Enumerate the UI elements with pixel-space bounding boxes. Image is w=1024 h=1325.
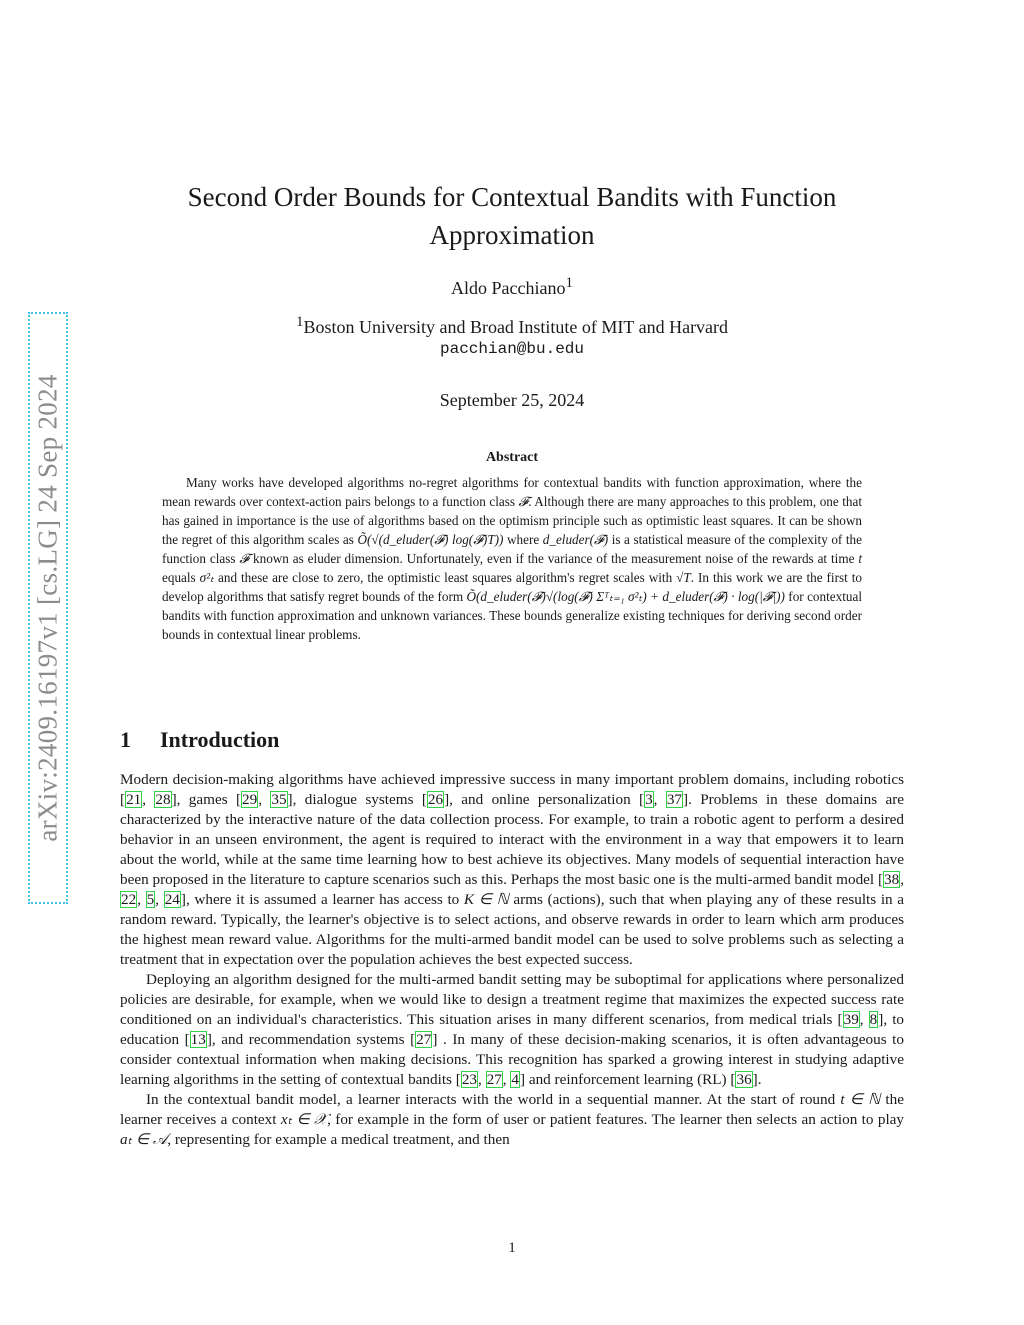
section-number: 1: [120, 727, 131, 752]
math-inline: d_eluder(𝓕): [542, 532, 609, 547]
abstract-heading: Abstract: [485, 450, 539, 465]
body-text: , representing for example a medical treatment, and then: [167, 1131, 510, 1148]
citation-link[interactable]: 8: [869, 1011, 878, 1028]
abstract-paragraph: [162, 473, 862, 644]
author-line: [0, 275, 1024, 299]
intro-paragraph-3: [120, 1090, 904, 1150]
citation-link[interactable]: 27: [416, 1031, 432, 1048]
body-text: the learner receives a context: [120, 1091, 904, 1128]
citation-link[interactable]: 5: [146, 891, 155, 908]
section-heading: [120, 727, 279, 753]
paper-date: September 25, 2024: [439, 390, 585, 410]
body-text: , dialogue systems: [292, 791, 422, 808]
affiliation: Boston University and Broad Institute of MIT and Harvard: [303, 317, 729, 337]
abstract-text: and these are close to zero, the optimistic least squares algorithm's regret scales with: [214, 570, 677, 585]
citation-link[interactable]: 22: [121, 891, 137, 908]
author-email: pacchian@bu.edu: [439, 340, 585, 358]
body-text: , to education: [120, 1011, 905, 1048]
citation-link[interactable]: 26: [427, 791, 444, 808]
abstract-text: where: [503, 532, 543, 547]
affiliation-line: [0, 314, 1024, 338]
affiliation-superscript: 1: [295, 314, 304, 330]
citation-link[interactable]: 4: [511, 1071, 519, 1088]
math-inline: K ∈ ℕ: [463, 891, 509, 908]
abstract-text: . Although there are many approaches to this problem, one that has gained in importance is the use of algorithms based on the optimism principle such as optimistic least squares. It can be shown the regret of this algorithm scales as: [162, 494, 863, 547]
body-text: .: [757, 1071, 762, 1088]
citation-link[interactable]: 36: [736, 1071, 752, 1088]
page-number: 1: [508, 1240, 516, 1256]
citation-link[interactable]: 37: [666, 791, 683, 808]
math-inline: Õ(d_eluder(𝓕)√(log(𝓕) Σᵀₜ₌₁ σ²ₜ) + d_eluder(𝓕) · log(|𝓕|)): [466, 589, 785, 604]
math-inline: Õ(√(d_eluder(𝓕) log(𝓕)T)): [357, 532, 504, 547]
abstract-text: known as eluder dimension. Unfortunately, even if the variance of the measurement noise of the rewards at time: [249, 551, 859, 566]
abstract-body: [162, 473, 862, 644]
citation-link[interactable]: 27: [486, 1071, 502, 1088]
citation-link[interactable]: 24: [164, 891, 180, 908]
math-inline: 𝓕: [518, 494, 529, 509]
citation-link[interactable]: 39: [843, 1011, 859, 1028]
abstract-text: for contextual bandits with function approximation and unknown variances. These bounds generalize existing techniques for deriving second order bounds in contextual linear problems.: [162, 589, 863, 642]
math-inline: t ∈ ℕ: [840, 1091, 881, 1108]
abstract-text: equals: [162, 570, 200, 585]
citation-link[interactable]: 21: [126, 791, 142, 808]
math-inline: σ²ₜ: [199, 570, 215, 585]
citation-link[interactable]: 28: [155, 791, 171, 808]
body-text: . Problems in these domains are characterized by the interactive nature of the data collection process. For example, to train a robotic agent to perform a desired behavior in an unseen environment, the agent is required to interact with the environment in a way that empowers it to learn about the world, while at the same time learning how to best achieve its objectives. Many models of sequential interaction have been proposed in the literature to capture scenarios such as this. Perhaps the most basic one is the multi-armed bandit model: [120, 791, 905, 888]
body-text: Deploying an algorithm designed for the multi-armed bandit setting may be suboptimal for applications where personalized policies are desirable, for example, when we would like to design a treatment regime that maximizes the expected success rate conditioned on an individual's characteristics. This situation arises in many different scenarios, from medical trials: [120, 971, 904, 1028]
citation-link[interactable]: 38: [884, 871, 900, 888]
citation-link[interactable]: 23: [461, 1071, 477, 1088]
body-text: , and online personalization: [449, 791, 640, 808]
math-inline: xₜ ∈ 𝒳: [280, 1111, 328, 1128]
citation-link[interactable]: 29: [242, 791, 258, 808]
section-title: Introduction: [160, 727, 280, 752]
intro-paragraph-2: Deploying an algorithm designed for the multi-armed bandit setting may be suboptimal for applications where personalized policies are desirable, for example, when we would like to design a treatment regime that maximizes the expected success rate conditioned on an individual's characteristics. This situation arises in many different scenarios, from medical trials [39, 8], to education [13], and recommendation systems [27] . In many of these decision-making scenarios, it is often advantageous to consider contextual information when making decisions. This recognition has sparked a growing interest in studying adaptive learning algorithms in the setting of contextual bandits [23, 27, 4] and reinforcement learning (RL) [36].: [120, 971, 905, 1088]
intro-paragraph-1: Modern decision-making algorithms have achieved impressive success in many important problem domains, including robotics [21, 28], games [29, 35], dialogue systems [26], and online personalization [3, 37]. Problems in these domains are characterized by the interactive nature of the data collection process. For example, to train a robotic agent to perform a desired behavior in an unseen environment, the agent is required to interact with the environment in a way that empowers it to learn about the world, while at the same time learning how to best achieve its objectives. Many models of sequential interaction have been proposed in the literature to capture scenarios such as this. Perhaps the most basic one is the multi-armed bandit model [38, 22, 5, 24], where it is assumed a learner has access to K ∈ ℕ arms (actions), such that when playing any of these results in a random reward. Typically, the learner's objective is to select actions, and observe rewards in order to learn which arm produces the highest mean reward value. Algorithms for the multi-armed bandit model can be used to solve problems such as selecting a treatment that in expectation over the population achieves the best expected success.: [120, 771, 905, 968]
abstract-text: is a statistical measure of the complexity of the function class: [162, 532, 862, 566]
math-inline: aₜ ∈ 𝒜: [120, 1131, 168, 1148]
paper-title: Second Order Bounds for Contextual Bandits with Function Approximation: [187, 182, 837, 250]
math-inline: 𝓕: [239, 551, 250, 566]
introduction-body: [120, 770, 904, 1150]
citation-link[interactable]: 13: [190, 1031, 206, 1048]
author-superscript: 1: [565, 275, 573, 291]
body-text: , where it is assumed a learner has access to: [185, 891, 464, 908]
arxiv-identifier: arXiv:2409.16197v1 [cs.LG] 24 Sep 2024: [32, 374, 63, 842]
citation-link[interactable]: 3: [645, 791, 653, 808]
body-text: . In many of these decision-making scenarios, it is often advantageous to consider contextual information when making decisions. This recognition has sparked a growing interest in studying adaptive learning algorithms in the setting of contextual bandits: [120, 1031, 904, 1088]
math-inline: t: [858, 551, 862, 566]
body-text: , for example in the form of user or patient features. The learner then selects an action to play: [327, 1111, 905, 1128]
body-text: Modern decision-making algorithms have achieved impressive success in many important problem domains, including robotics: [120, 771, 904, 788]
math-inline: √T: [676, 570, 691, 585]
abstract-text: . In this work we are the first to develop algorithms that satisfy regret bounds of the form: [162, 570, 862, 604]
abstract-text: Many works have developed algorithms no-regret algorithms for contextual bandits with function approximation, where the mean rewards over context-action pairs belongs to a function class: [162, 475, 862, 509]
author-name: Aldo Pacchiano: [451, 278, 566, 298]
body-text: , games: [176, 791, 236, 808]
body-text: In the contextual bandit model, a learner interacts with the world in a sequential manner. At the start of round: [146, 1091, 841, 1108]
body-text: and reinforcement learning (RL): [525, 1071, 731, 1088]
body-text: , and recommendation systems: [211, 1031, 411, 1048]
citation-link[interactable]: 35: [271, 791, 287, 808]
body-text: arms (actions), such that when playing any of these results in a random reward. Typically, the learner's objective is to select actions, and observe rewards in order to learn which arm produces the highest mean reward value. Algorithms for the multi-armed bandit model can be used to solve problems such as selecting a treatment that in expectation over the population achieves the best expected success.: [120, 891, 905, 968]
